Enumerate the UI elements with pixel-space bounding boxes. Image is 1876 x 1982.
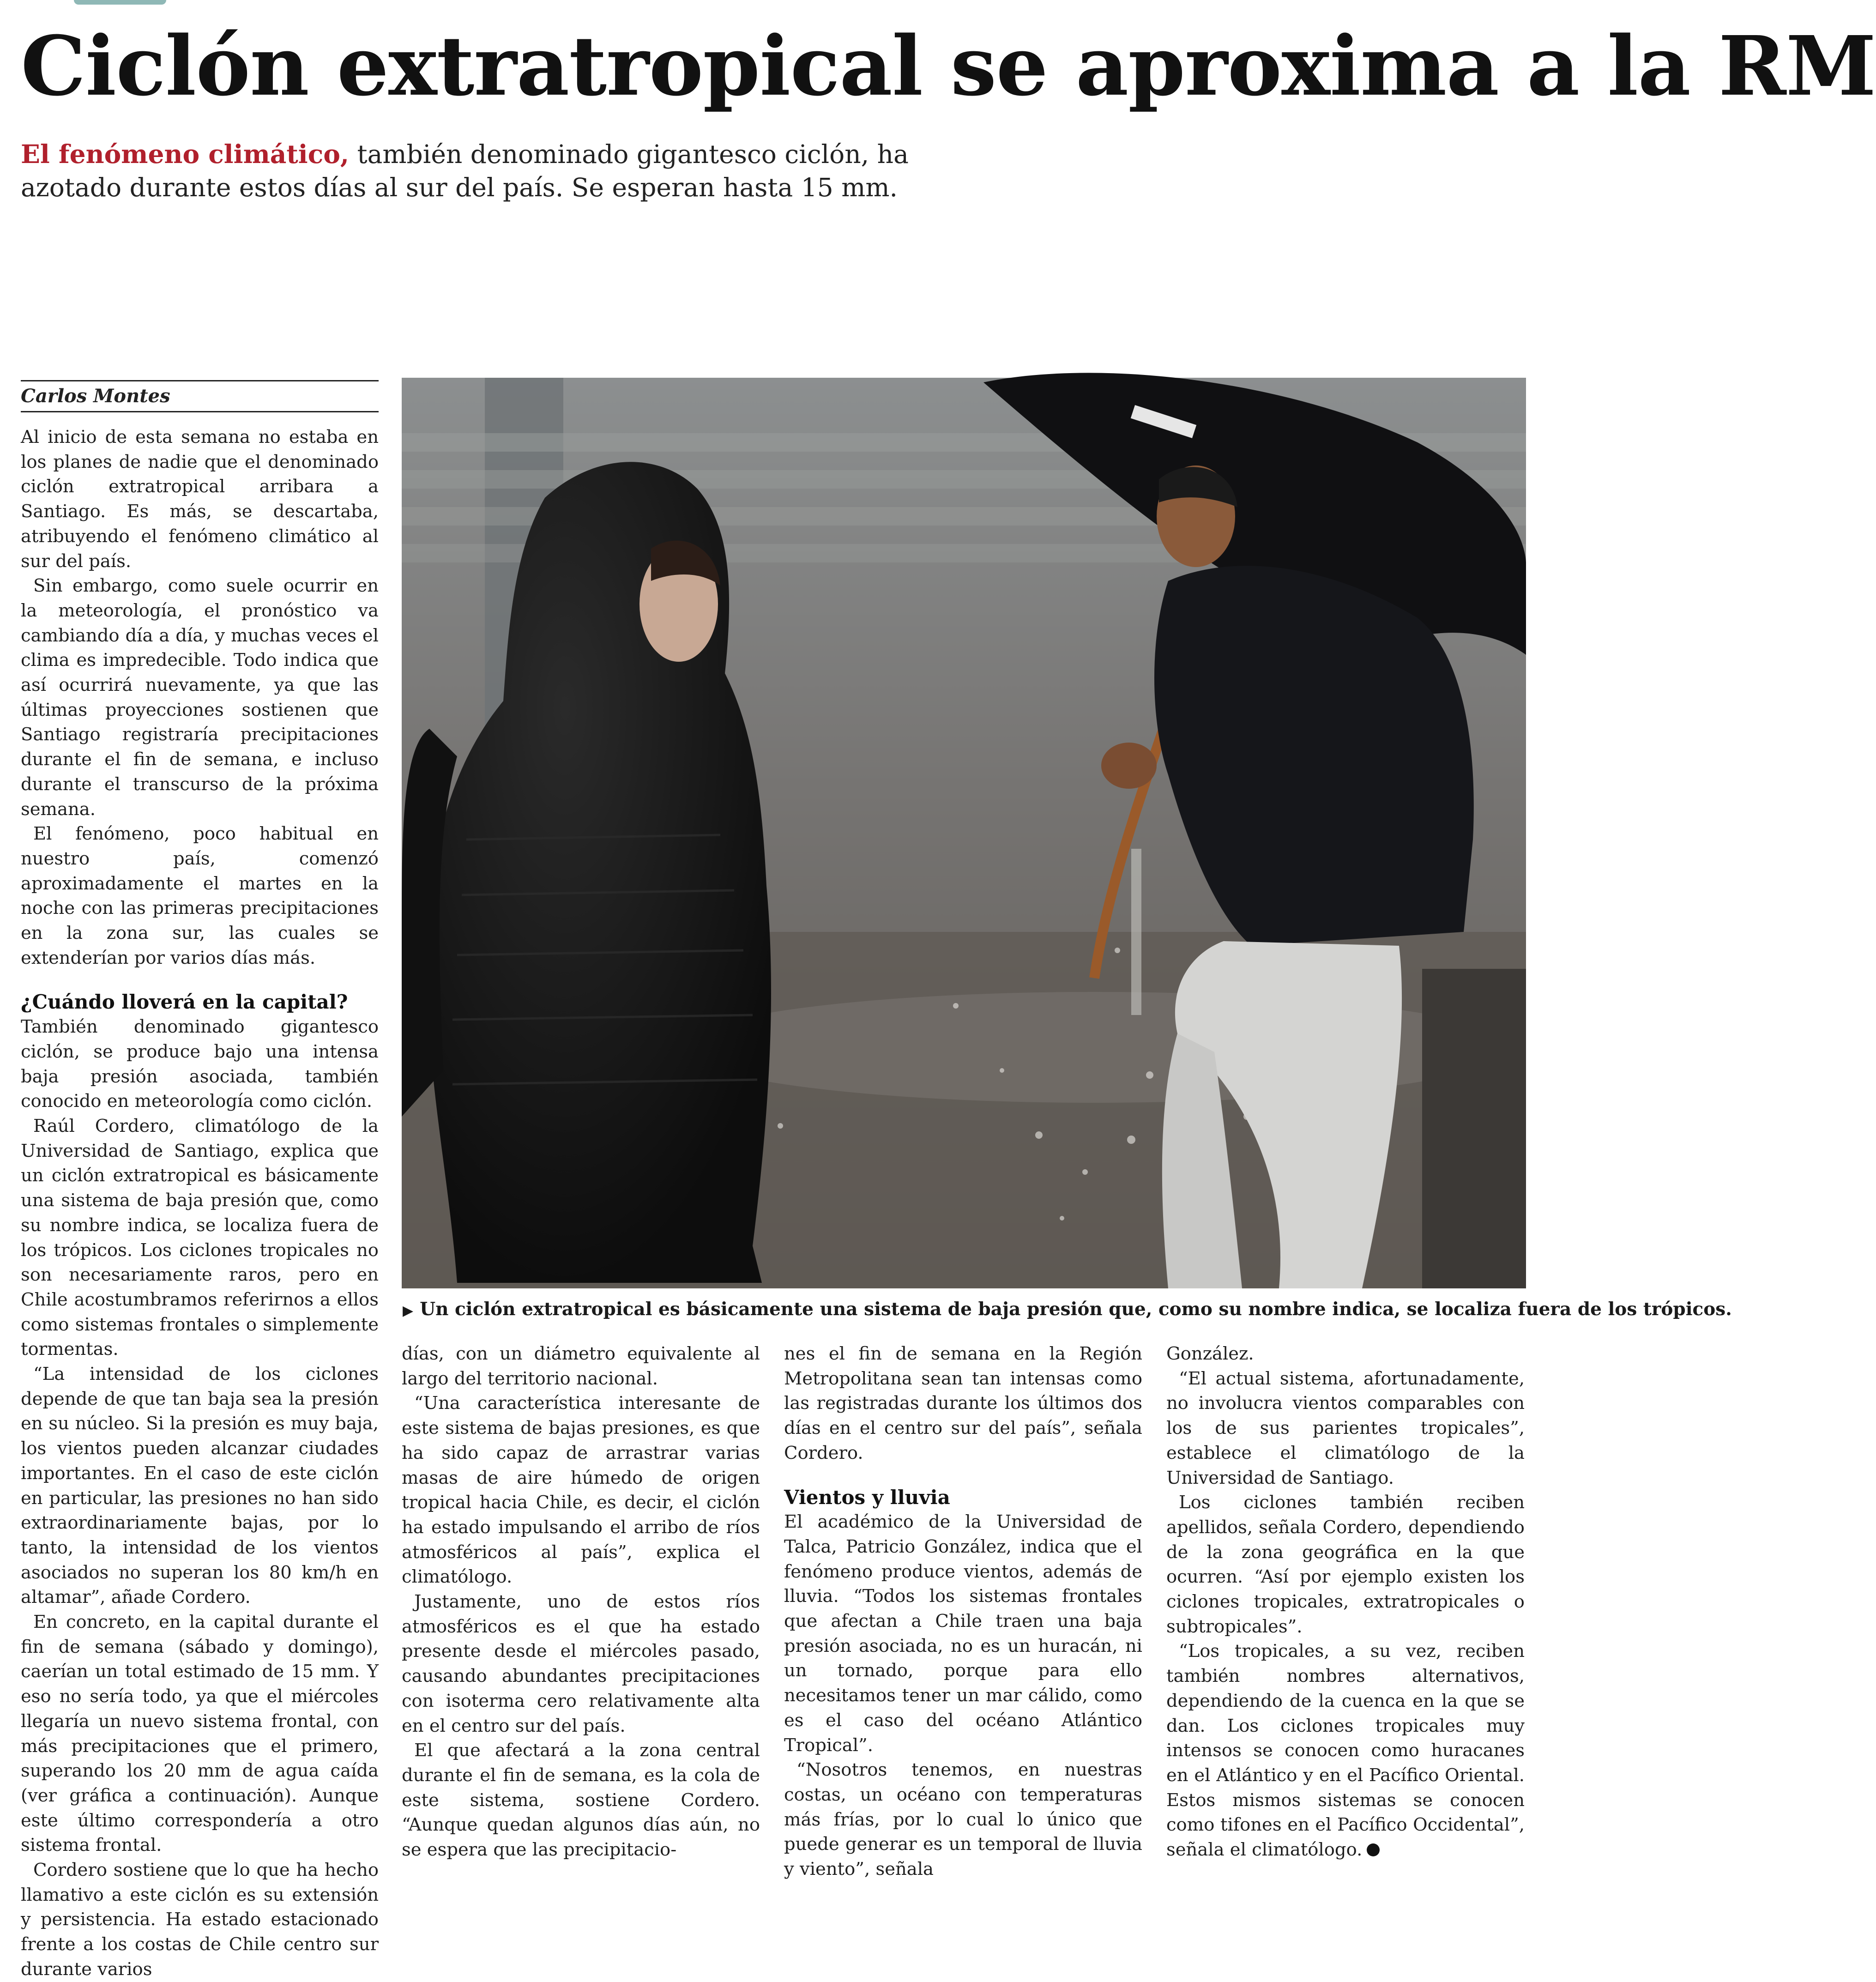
paragraph: El fenómeno, poco habitual en nuestro país, comenzó aproximadamente el martes en la noche con las primeras precipitaciones en la zona sur, las cuales se extenderían por varios días más. <box>21 823 379 968</box>
article-column-3 <box>784 1341 1142 1882</box>
paragraph: El que afectará a la zona central durante el fin de semana, es la cola de este sistema, sostiene Cordero. “Aunque quedan algunos días aún, no se espera que las precipitacio- <box>402 1740 760 1861</box>
paragraph: “Nosotros tenemos, en nuestras costas, un océano con temperaturas más frías, por lo cual lo único que puede generar es un temporal de lluvia y viento”, señala <box>784 1759 1142 1880</box>
subhead-lead: El fenómeno climático, <box>21 139 350 169</box>
subhead-rest: también denominado gigantesco ciclón, ha azotado durante estos días al sur del país. Se esperan hasta 15 mm. <box>21 139 909 202</box>
section-heading: ¿Cuándo lloverá en la capital? <box>21 991 348 1014</box>
paragraph: días, con un diámetro equivalente al largo del territorio nacional. <box>402 1343 760 1389</box>
paragraph: “La intensidad de los ciclones depende de que tan baja sea la presión en su núcleo. Si la presión es muy baja, los vientos pueden alcanzar ciudades importantes. En el caso de este ciclón en particular, las presiones no han sido extraordinariamente bajas, por lo tanto, la intensidad de los vientos asociados no superan los 80 km/h en altamar”, añade Cordero. <box>21 1364 379 1608</box>
end-of-article-icon <box>1367 1843 1380 1856</box>
paragraph: Al inicio de esta semana no estaba en los planes de nadie que el denominado ciclón extratropical arribara a Santiago. Es más, se descartaba, atribuyendo el fenómeno climático al sur del país. <box>21 427 379 572</box>
paragraph-final <box>1166 1639 1525 1862</box>
article-column-2 <box>402 1341 760 1862</box>
caption-marker-icon: ▶ <box>403 1303 414 1319</box>
paragraph: Sin embargo, como suele ocurrir en la meteorología, el pronóstico va cambiando día a día, y muchas veces el clima es impredecible. Todo indica que así ocurrirá nuevamente, ya que las últimas proyecciones sostienen que Santiago registraría precipitaciones durante el fin de semana, e incluso durante el transcurso de la próxima semana. <box>21 575 379 820</box>
paragraph: nes el fin de semana en la Región Metropolitana sean tan intensas como las registradas durante los últimos dos días en el centro sur del país”, señala Cordero. <box>784 1343 1142 1463</box>
rain-photo <box>402 378 1526 1288</box>
photo-caption <box>403 1297 1732 1323</box>
paragraph: Los ciclones también reciben apellidos, señala Cordero, dependiendo de la zona geográfica en la que ocurren. “Así por ejemplo existen los ciclones tropicales, extratropicales o subtropicales”. <box>1166 1492 1525 1637</box>
paragraph: González. <box>1166 1343 1254 1364</box>
caption-text: Un ciclón extratropical es básicamente una sistema de baja presión que, como su nombre indica, se localiza fuera de los trópicos. <box>420 1299 1732 1320</box>
paragraph: El académico de la Universidad de Talca, Patricio González, indica que el fenómeno produce vientos, además de lluvia. “Todos los sistemas frontales que afectan a Chile traen una baja presión asociada, no es un huracán, ni un tornado, porque para ello necesitamos tener un mar cálido, como es el caso del océano Atlántico Tropical”. <box>784 1511 1142 1756</box>
paragraph: “El actual sistema, afortunadamente, no involucra vientos comparables con los de sus parientes tropicales”, establece el climatólogo de la Universidad de Santiago. <box>1166 1368 1525 1488</box>
paragraph: Raúl Cordero, climatólogo de la Universidad de Santiago, explica que un ciclón extratropical es básicamente una sistema de baja presión que, como su nombre indica, se localiza fuera de los trópicos. Los ciclones tropicales no son necesariamente raros, pero en Chile acostumbramos referirnos a ellos como sistemas frontales o simplemente tormentas. <box>21 1115 379 1360</box>
article-column-4 <box>1166 1341 1525 1862</box>
article-column-1 <box>21 425 379 1982</box>
paragraph: Justamente, uno de estos ríos atmosféricos es el que ha estado presente desde el miércoles pasado, causando abundantes precipitaciones con isoterma cero relativamente alta en el centro sur del país. <box>402 1591 760 1736</box>
headline: Ciclón extratropical se aproxima a la RM <box>21 18 1876 114</box>
section-heading: Vientos y lluvia <box>784 1486 950 1509</box>
paragraph: “Una característica interesante de este sistema de bajas presiones, es que ha sido capaz de arrastrar varias masas de aire húmedo de origen tropical hacia Chile, es decir, el ciclón ha estado impulsando el arribo de ríos atmosféricos al país”, explica el climatólogo. <box>402 1393 760 1588</box>
paragraph: En concreto, en la capital durante el fin de semana (sábado y domingo), caerían un total estimado de 15 mm. Y eso no sería todo, ya que el miércoles llegaría un nuevo sistema frontal, con más precipitaciones que el primero, superando los 20 mm de agua caída (ver gráfica a continuación). Aunque este último correspondería a otro sistema frontal. <box>21 1612 379 1856</box>
byline: Carlos Montes <box>21 380 379 412</box>
paragraph: Cordero sostiene que lo que ha hecho llamativo a este ciclón es su extensión y persistencia. Ha estado estacionado frente a los costas de Chile centro sur durante varios <box>21 1860 379 1980</box>
paragraph-text: “Los tropicales, a su vez, reciben también nombres alternativos, dependiendo de la cuenca en la que se dan. Los ciclones tropicales muy intensos se conocen como huracanes en el Atlántico y en el Pacífico Oriental. Estos mismos sistemas se conocen como tifones en el Pacífico Occidental”, señala el climatólogo. <box>1166 1641 1525 1861</box>
section-tab-mark <box>74 0 166 5</box>
subhead <box>21 138 990 204</box>
paragraph: También denominado gigantesco ciclón, se produce bajo una intensa baja presión asociada, también conocido en meteorología como ciclón. <box>21 1016 379 1112</box>
rain-photo-icon <box>402 378 1526 1288</box>
